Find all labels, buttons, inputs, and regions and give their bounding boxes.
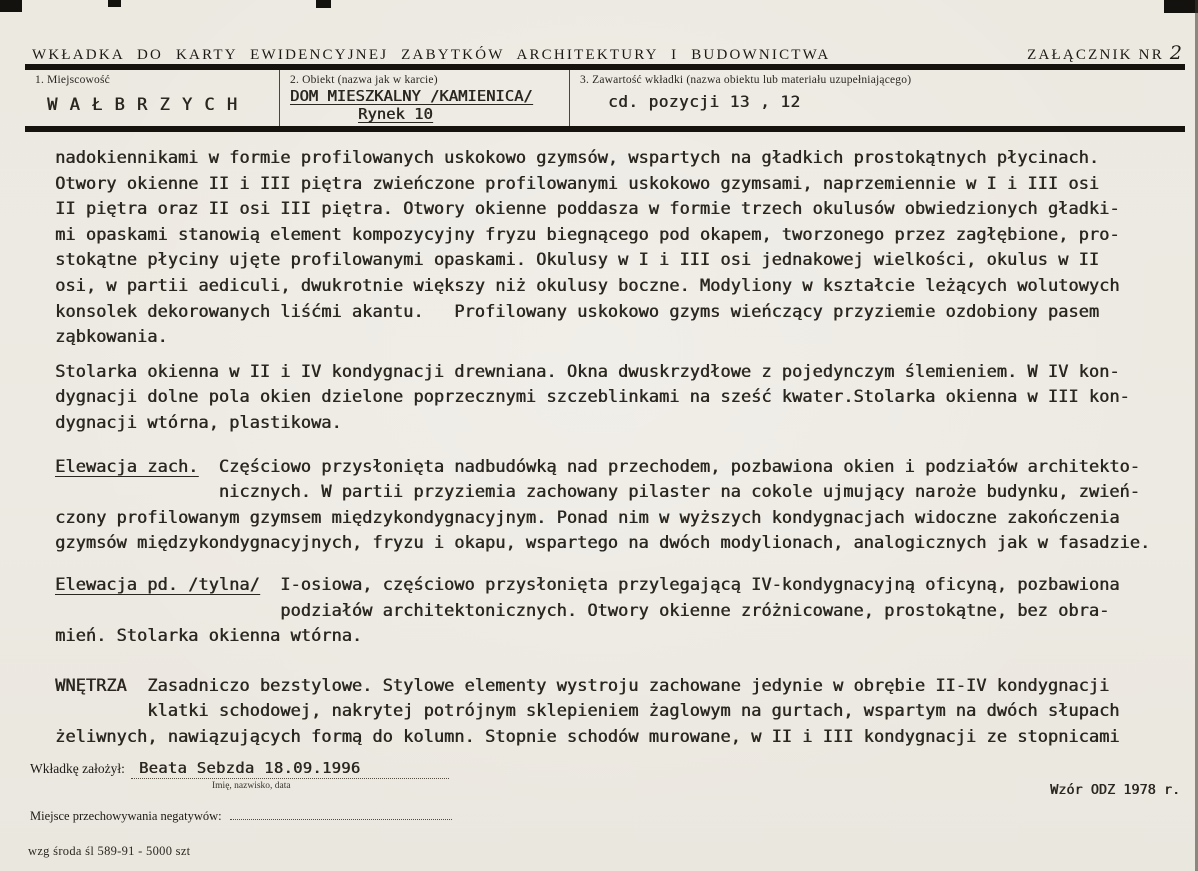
text-line: podziałów architektonicznych. Otwory okienne zróżnicowane, prostokątne, bez obra- xyxy=(280,600,1110,621)
cell-object xyxy=(280,70,570,126)
text-line: ząbkowania. xyxy=(55,327,168,348)
text-line: dygnacji wtórna, plastikowa. xyxy=(55,412,342,433)
section-label: Elewacja zach. xyxy=(55,456,199,477)
annex-number: 2 xyxy=(1169,42,1182,64)
text-line: mi opaskami stanowią element kompozycyjny fryzu biegnącego pod okapem, tworzonego przez zagłębione, pro- xyxy=(55,224,1120,245)
founder-caption: Imię, nazwisko, data xyxy=(212,781,291,791)
negatives-fill-line xyxy=(230,808,452,820)
header xyxy=(32,42,1182,64)
text-line: żeliwnych, nawiązujących formą do kolumn. Stopnie schodów murowane, w II i III kondygnacji ze stopnicami xyxy=(55,726,1120,747)
object-name: DOM MIESZKALNY /KAMIENICA/ xyxy=(290,87,533,105)
text-line: konsolek dekorowanych liśćmi akantu. Profilowany uskokowo gzyms wieńczący przyziemie ozdobiony pasem xyxy=(55,301,1099,322)
text-line: mień. Stolarka okienna wtórna. xyxy=(55,626,363,647)
info-table xyxy=(25,70,1185,132)
text-line: klatki schodowej, nakrytej potrójnym sklepieniem żaglowym na gurtach, wspartym na dwóch słupach xyxy=(147,701,1120,722)
cell-locality xyxy=(25,70,280,126)
document-title: WKŁADKA DO KARTY EWIDENCYJNEJ ZABYTKÓW ARCHITEKTURY I BUDOWNICTWA xyxy=(32,47,831,63)
annex-label-text: ZAŁĄCZNIK NR xyxy=(1027,47,1164,63)
locality-value: W A Ł B R Z Y C H xyxy=(47,95,238,115)
negatives-row xyxy=(30,808,452,824)
text-line: stokątne płyciny ujęte profilowanymi opaskami. Okulusy w I i III osi jednakowej wielkości, okulus w II xyxy=(55,250,1099,271)
text-line: Stolarka okienna w II i IV kondygnacji drewniana. Okna dwuskrzydłowe z pojedynczym ślemieniem. W IV kon- xyxy=(55,361,1120,382)
object-label: 2. Obiekt (nazwa jak w karcie) xyxy=(290,74,438,86)
negatives-label: Miejsce przechowywania negatywów: xyxy=(30,809,222,823)
paragraph xyxy=(55,674,1158,751)
print-run-note: wzg środa śl 589-91 - 5000 szt xyxy=(28,844,191,858)
text-line: czony profilowanym gzymsem międzykondygnacyjnym. Ponad nim w wyższych kondygnacjach widoczne zakończenia xyxy=(55,507,1120,528)
annex-label xyxy=(1027,42,1182,64)
text-line: II piętra oraz II osi III piętra. Otwory okienne poddasza w formie trzech okulusów obwiedzionych gładki- xyxy=(55,199,1120,220)
paragraph xyxy=(55,146,1158,351)
scan-artifact xyxy=(316,0,331,8)
contents-value: cd. pozycji 13 , 12 xyxy=(608,92,801,111)
contents-label: 3. Zawartość wkładki (nazwa obiektu lub materiału uzupełniającego) xyxy=(580,74,912,86)
paragraph xyxy=(55,573,1158,650)
paragraph xyxy=(55,455,1158,557)
locality-label: 1. Miejscowość xyxy=(35,74,110,86)
text-line: dygnacji dolne pola okien dzielone poprzecznymi szczeblinkami na sześć kwater.Stolarka okienna w III kon- xyxy=(55,387,1130,408)
paragraph xyxy=(55,360,1158,437)
text-line: nadokiennikami w formie profilowanych uskokowo gzymsów, wspartych na gładkich prostokątnych płycinach. xyxy=(55,148,1099,168)
scan-artifact xyxy=(0,0,22,12)
founder-label: Wkładkę założył: xyxy=(30,761,125,776)
section-label: Elewacja pd. /tylna/ xyxy=(55,574,260,595)
text-line: Otwory okienne II i III piętra zwieńczone profilowanymi uskokowo gzymsami, naprzemiennie w I i III osi xyxy=(55,173,1099,194)
founder-value: Beata Sebzda 18.09.1996 xyxy=(138,759,361,777)
scan-artifact xyxy=(108,0,121,7)
text-line: gzymsów międzykondygnacyjnych, fryzu i okapu, wspartego na dwóch modylionach, analogicznych jak w fasadzie. xyxy=(55,533,1151,554)
pattern-note: Wzór ODZ 1978 r. xyxy=(1049,782,1180,798)
founder-row xyxy=(30,758,449,779)
text-line: nicznych. W partii przyziemia zachowany pilaster na cokole ujmujący naroże budynku, zwień- xyxy=(218,482,1140,503)
text-line: Elewacja pd. /tylna/ I-osiowa, częściowo przysłonięta przylegającą IV-kondygnacyjną oficyną, pozbawiona xyxy=(55,574,1120,595)
scan-artifact xyxy=(1164,0,1198,13)
text-line: WNĘTRZA Zasadniczo bezstylowe. Stylowe elementy wystroju zachowane jedynie w obrębie II-IV kondygnacji xyxy=(55,675,1110,696)
object-address: Rynek 10 xyxy=(358,105,433,123)
cell-contents xyxy=(570,70,1185,126)
text-line: osi, w partii aediculi, dwukrotnie większy niż okulusy boczne. Modyliony w kształcie leżących wolutowych xyxy=(55,275,1120,296)
document-body xyxy=(55,146,1158,750)
text-line: Elewacja zach. Częściowo przysłonięta nadbudówką nad przechodem, pozbawiona okien i podziałów architekto- xyxy=(55,456,1140,477)
founder-signature-line xyxy=(131,758,449,779)
